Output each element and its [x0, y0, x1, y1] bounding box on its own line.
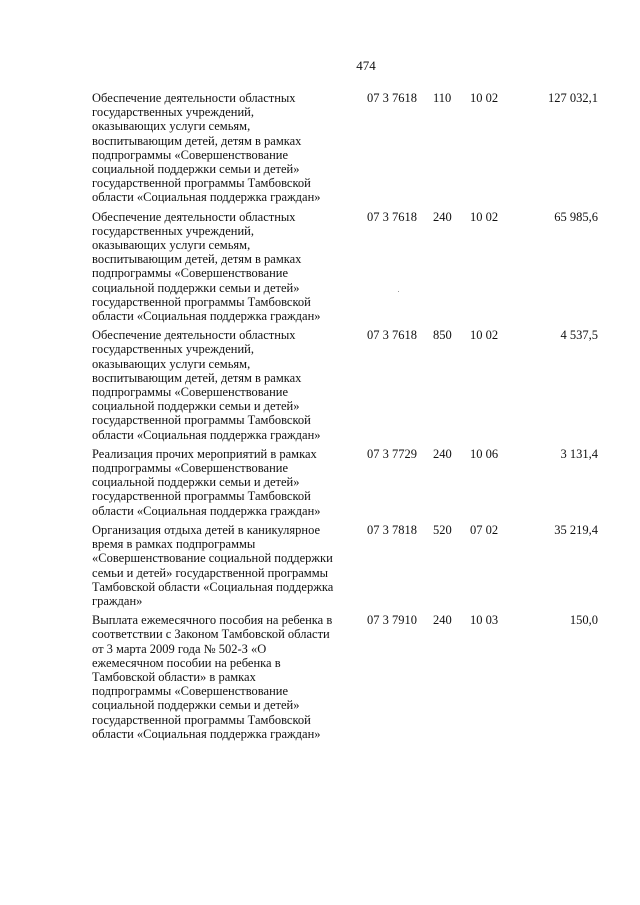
table-row [0, 447, 640, 518]
row-description: Выплата ежемесячного пособия на ребенка в соответствии с Законом Тамбовской области от 3 марта 2009 года № 502-З «О ежемесячном пособии на ребенка в Тамбовской области» в рамках подпрограммы «Совершенствование социальной поддержки семьи и детей» государственной программы Тамбовской области «Социальная поддержка граждан» [92, 613, 333, 741]
expense-type-code: 240 [433, 613, 452, 628]
table-row [0, 328, 640, 442]
target-article-code: 07 3 7910 [367, 613, 417, 628]
row-description: Обеспечение деятельности областных государственных учреждений, оказывающих услуги семьям, воспитывающим детей, детям в рамках подпрограммы «Совершенствование социальной поддержки семьи и детей» государственной программы Тамбовской области «Социальная поддержка граждан» [92, 328, 321, 442]
target-article-code: 07 3 7618 [367, 328, 417, 343]
section-code: 10 02 [470, 328, 499, 343]
row-description: Организация отдыха детей в каникулярное время в рамках подпрограммы «Совершенствование социальной поддержки семьи и детей» государственной программы Тамбовской области «Социальная поддержка граждан» [92, 522, 334, 608]
target-article-code: 07 3 7818 [367, 522, 417, 537]
target-article-code: 07 3 7729 [367, 446, 417, 461]
row-description: Обеспечение деятельности областных государственных учреждений, оказывающих услуги семьям, воспитывающим детей, детям в рамках подпрограммы «Совершенствование социальной поддержки семьи и детей» государственной программы Тамбовской области «Социальная поддержка граждан» [92, 91, 321, 205]
section-code: 10 02 [470, 91, 499, 105]
table-row [0, 91, 640, 205]
page-number: 474 [356, 58, 376, 73]
table-row [0, 210, 640, 324]
expense-type-code: 850 [433, 328, 452, 343]
expense-type-code: 520 [433, 522, 452, 537]
amount: 3 131,4 [560, 446, 598, 461]
expense-type-code: 110 [433, 91, 452, 105]
amount: 65 985,6 [554, 209, 598, 224]
amount: 4 537,5 [560, 328, 598, 343]
section-code: 10 06 [470, 446, 499, 461]
target-article-code: 07 3 7618 [367, 91, 417, 105]
amount: 150,0 [569, 613, 598, 628]
scan-speck [398, 291, 399, 292]
section-code: 07 02 [470, 522, 499, 537]
expense-type-code: 240 [433, 209, 452, 224]
section-code: 10 02 [470, 209, 499, 224]
target-article-code: 07 3 7618 [367, 209, 417, 224]
budget-table [0, 91, 640, 746]
table-row [0, 613, 640, 741]
amount: 35 219,4 [554, 522, 598, 537]
section-code: 10 03 [470, 613, 499, 628]
table-row [0, 523, 640, 608]
row-description: Реализация прочих мероприятий в рамках подпрограммы «Совершенствование социальной поддержки семьи и детей» государственной программы Тамбовской области «Социальная поддержка граждан» [92, 446, 321, 518]
expense-type-code: 240 [433, 446, 452, 461]
row-description: Обеспечение деятельности областных государственных учреждений, оказывающих услуги семьям, воспитывающим детей, детям в рамках подпрограммы «Совершенствование социальной поддержки семьи и детей» государственной программы Тамбовской области «Социальная поддержка граждан» [92, 209, 321, 324]
amount: 127 032,1 [548, 91, 598, 105]
